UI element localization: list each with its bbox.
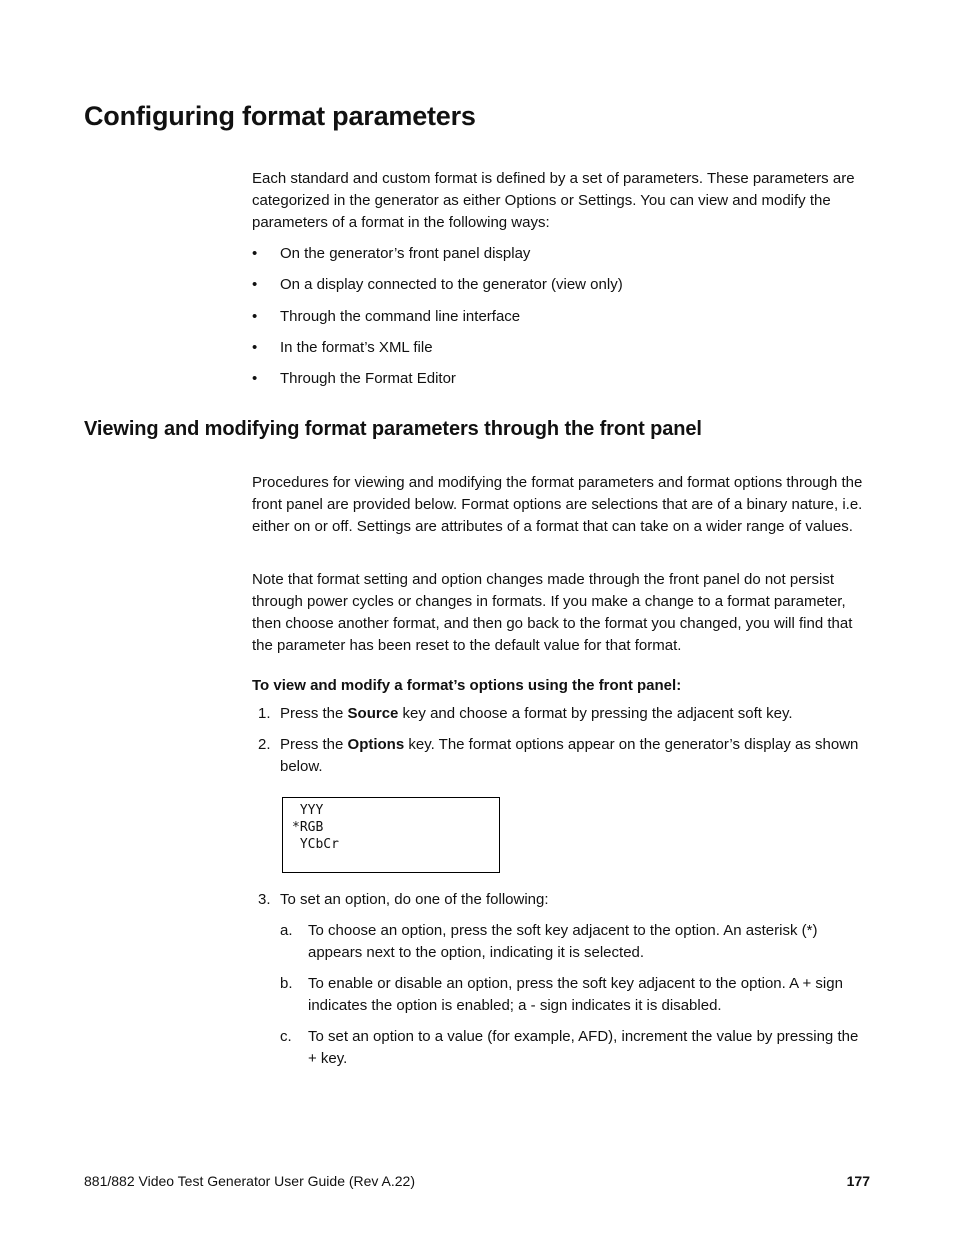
step-1 bbox=[252, 703, 870, 725]
substep-label: a. bbox=[280, 922, 293, 939]
step-text bbox=[280, 734, 870, 778]
list-item-text: On the generator’s front panel display bbox=[280, 245, 531, 262]
step-number: 3. bbox=[258, 891, 271, 908]
bullet-icon: • bbox=[252, 308, 258, 325]
substep-label: b. bbox=[280, 975, 293, 992]
footer-document-title: 881/882 Video Test Generator User Guide (Rev A.22) bbox=[84, 1173, 416, 1189]
page-number: 177 bbox=[846, 1173, 870, 1189]
paragraph-text: Note that format setting and option changes made through the front panel do not persist through power cycles or changes in formats. If you make a change to a format parameter, then choose another format, and then go back to the format you changed, you will find that the parameter has been reset to the default value for that format. bbox=[252, 571, 853, 654]
key-name: Options bbox=[347, 736, 405, 753]
substep-a bbox=[280, 920, 870, 964]
substep-label: c. bbox=[280, 1028, 292, 1045]
list-item-text: On a display connected to the generator (view only) bbox=[280, 276, 623, 293]
step-text: To set an option, do one of the following: bbox=[280, 891, 549, 908]
substep-text: To set an option to a value (for example, AFD), increment the value by pressing the + key. bbox=[308, 1028, 859, 1067]
bullet-icon: • bbox=[252, 370, 258, 387]
intro-paragraph bbox=[252, 168, 870, 234]
page-title: Configuring format parameters bbox=[84, 101, 476, 131]
display-line: YYY bbox=[292, 803, 324, 818]
step-2 bbox=[252, 734, 870, 778]
display-line: YCbCr bbox=[292, 837, 339, 852]
step-text-post: key and choose a format by pressing the adjacent soft key. bbox=[398, 705, 793, 722]
paragraph-text: Procedures for viewing and modifying the format parameters and format options through the front panel are provided below. Format options are selections that are of a binary nature, i.e. either on or off. Settings are attributes of a format that can take on a wider range of values. bbox=[252, 474, 863, 535]
paragraph bbox=[252, 569, 870, 657]
generator-display-figure bbox=[282, 797, 500, 873]
step-text-pre: Press the bbox=[280, 736, 348, 753]
list-item-text: Through the command line interface bbox=[280, 308, 521, 325]
bullet-icon: • bbox=[252, 245, 258, 262]
bullet-icon: • bbox=[252, 339, 258, 356]
substep-b bbox=[280, 973, 870, 1017]
step-text-post: key. The format options appear on the generator’s display as shown below. bbox=[280, 736, 859, 775]
section-heading: Viewing and modifying format parameters through the front panel bbox=[84, 418, 702, 440]
paragraph bbox=[252, 472, 870, 538]
key-name: Source bbox=[347, 705, 399, 722]
step-text bbox=[280, 703, 870, 725]
substep-c bbox=[280, 1026, 870, 1070]
step-number: 1. bbox=[258, 705, 271, 722]
substep-text: To choose an option, press the soft key adjacent to the option. An asterisk (*) appears next to the option, indicating it is selected. bbox=[308, 922, 818, 961]
intro-text: Each standard and custom format is defined by a set of parameters. These parameters are categorized in the generator as either Options or Settings. You can view and modify the parameters of a format in the following ways: bbox=[252, 170, 855, 231]
substep-text: To enable or disable an option, press the soft key adjacent to the option. A + sign indicates the option is enabled; a - sign indicates it is disabled. bbox=[308, 975, 843, 1014]
list-item-text: Through the Format Editor bbox=[280, 370, 456, 387]
bullet-icon: • bbox=[252, 276, 258, 293]
step-number: 2. bbox=[258, 736, 271, 753]
procedure-title: To view and modify a format’s options using the front panel: bbox=[252, 677, 682, 694]
step-text-pre: Press the bbox=[280, 705, 348, 722]
list-item-text: In the format’s XML file bbox=[280, 339, 433, 356]
step-3 bbox=[252, 889, 870, 911]
display-line: *RGB bbox=[292, 820, 324, 835]
